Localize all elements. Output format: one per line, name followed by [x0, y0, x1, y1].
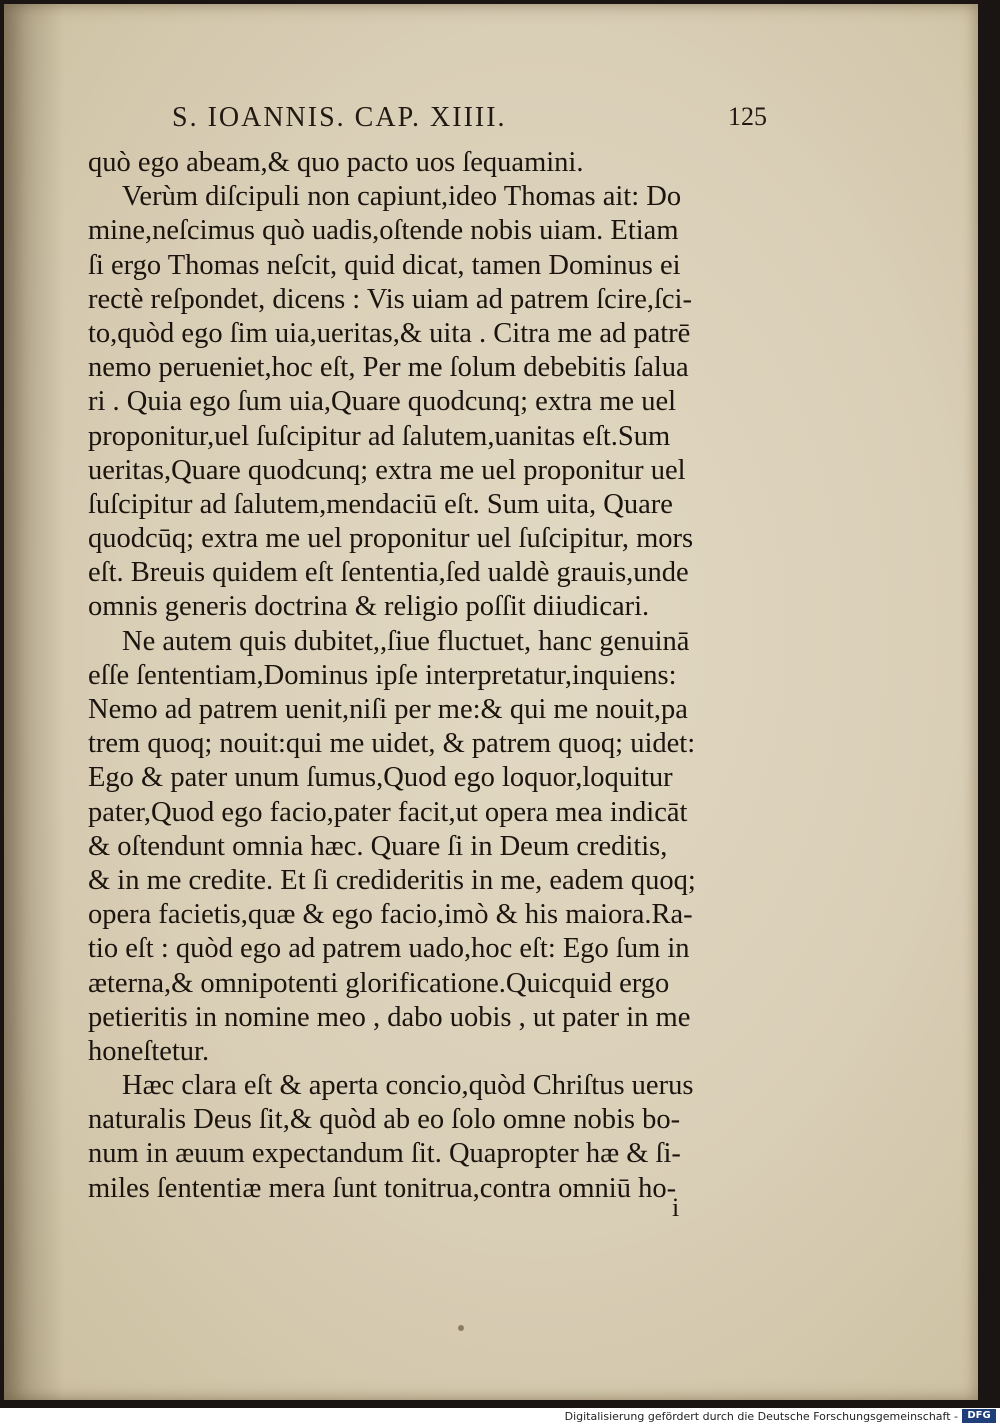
- text-line: miles ſententiæ mera ſunt tonitrua,contra omniū ho-: [88, 1172, 677, 1204]
- text-line: pater,Quod ego facio,pater facit,ut opera mea indicāt: [88, 796, 688, 828]
- text-line: ſi ergo Thomas neſcit, quid dicat, tamen Dominus ei: [88, 249, 681, 281]
- signature-mark: i: [672, 1193, 680, 1222]
- running-title: S. IOANNIS. CAP. XIIII.: [172, 102, 507, 133]
- text-line: quodcūq; extra me uel proponitur uel ſuſcipitur, mors: [88, 523, 694, 555]
- footer-bar: [0, 1408, 1000, 1426]
- text-line: eſſe ſententiam,Dominus ipſe interpretatur,inquiens:: [88, 659, 677, 691]
- text-line: ueritas,Quare quodcunq; extra me uel proponitur uel: [88, 454, 686, 486]
- paper-speck: [458, 1325, 464, 1331]
- text-line: honeſtetur.: [88, 1035, 210, 1067]
- text-line: nemo perueniet,hoc eſt, Per me ſolum debebitis ſalua: [88, 352, 689, 384]
- text-line: proponitur,uel ſuſcipitur ad ſalutem,uanitas eſt.Sum: [88, 420, 671, 452]
- text-line: Ego & pater unum ſumus,Quod ego loquor,loquitur: [88, 762, 673, 794]
- text-line: quò ego abeam,& quo pacto uos ſequamini.: [88, 147, 584, 178]
- text-line: trem quoq; nouit:qui me uidet, & patrem quoq; uidet:: [88, 728, 696, 760]
- text-line: Ne autem quis dubitet,,ſiue fluctuet, hanc genuinā: [122, 625, 690, 657]
- text-line: omnis generis doctrina & religio poſſit diiudicari.: [88, 591, 650, 623]
- text-line: & in me credite. Et ſi credideritis in me, eadem quoq;: [88, 864, 696, 896]
- page-gutter-shadow: [4, 4, 64, 1400]
- text-line: eſt. Breuis quidem eſt ſententia,ſed ualdè grauis,unde: [88, 557, 689, 589]
- dfg-logo: DFG: [962, 1409, 996, 1423]
- text-line: Nemo ad patrem uenit,niſi per me:& qui me nouit,pa: [88, 694, 688, 725]
- text-line: æterna,& omnipotenti glorificatione.Quicquid ergo: [88, 967, 670, 999]
- main-text: [88, 146, 788, 1206]
- text-line: petieritis in nomine meo , dabo uobis , ut pater in me: [88, 1001, 691, 1033]
- text-line: tio eſt : quòd ego ad patrem uado,hoc eſt: Ego ſum in: [88, 933, 690, 965]
- text-line: Hæc clara eſt & aperta concio,quòd Chriſtus uerus: [122, 1070, 694, 1102]
- text-line: to,quòd ego ſim uia,ueritas,& uita . Citra me ad patrē: [88, 317, 691, 349]
- text-line: Verùm diſcipuli non capiunt,ideo Thomas ait: Do: [122, 181, 682, 213]
- text-line: mine,neſcimus quò uadis,oſtende nobis uiam. Etiam: [88, 215, 679, 247]
- text-line: & oſtendunt omnia hæc. Quare ſi in Deum creditis,: [88, 830, 668, 862]
- text-line: opera facietis,quæ & ego facio,imò & his maiora.Ra-: [88, 899, 693, 931]
- text-line: ſuſcipitur ad ſalutem,mendaciū eſt. Sum uita, Quare: [88, 488, 673, 520]
- text-line: naturalis Deus ſit,& quòd ab eo ſolo omne nobis bo-: [88, 1104, 681, 1136]
- page-number: 125: [728, 102, 767, 131]
- text-line: rectè reſpondet, dicens : Vis uiam ad patrem ſcire,ſci-: [88, 283, 692, 315]
- text-line: num in æuum expectandum ſit. Quapropter hæ & ſi-: [88, 1138, 681, 1170]
- footer-credit: Digitalisierung gefördert durch die Deutsche Forschungsgemeinschaft -: [564, 1410, 958, 1423]
- text-line: ri . Quia ego ſum uia,Quare quodcunq; extra me uel: [88, 386, 677, 418]
